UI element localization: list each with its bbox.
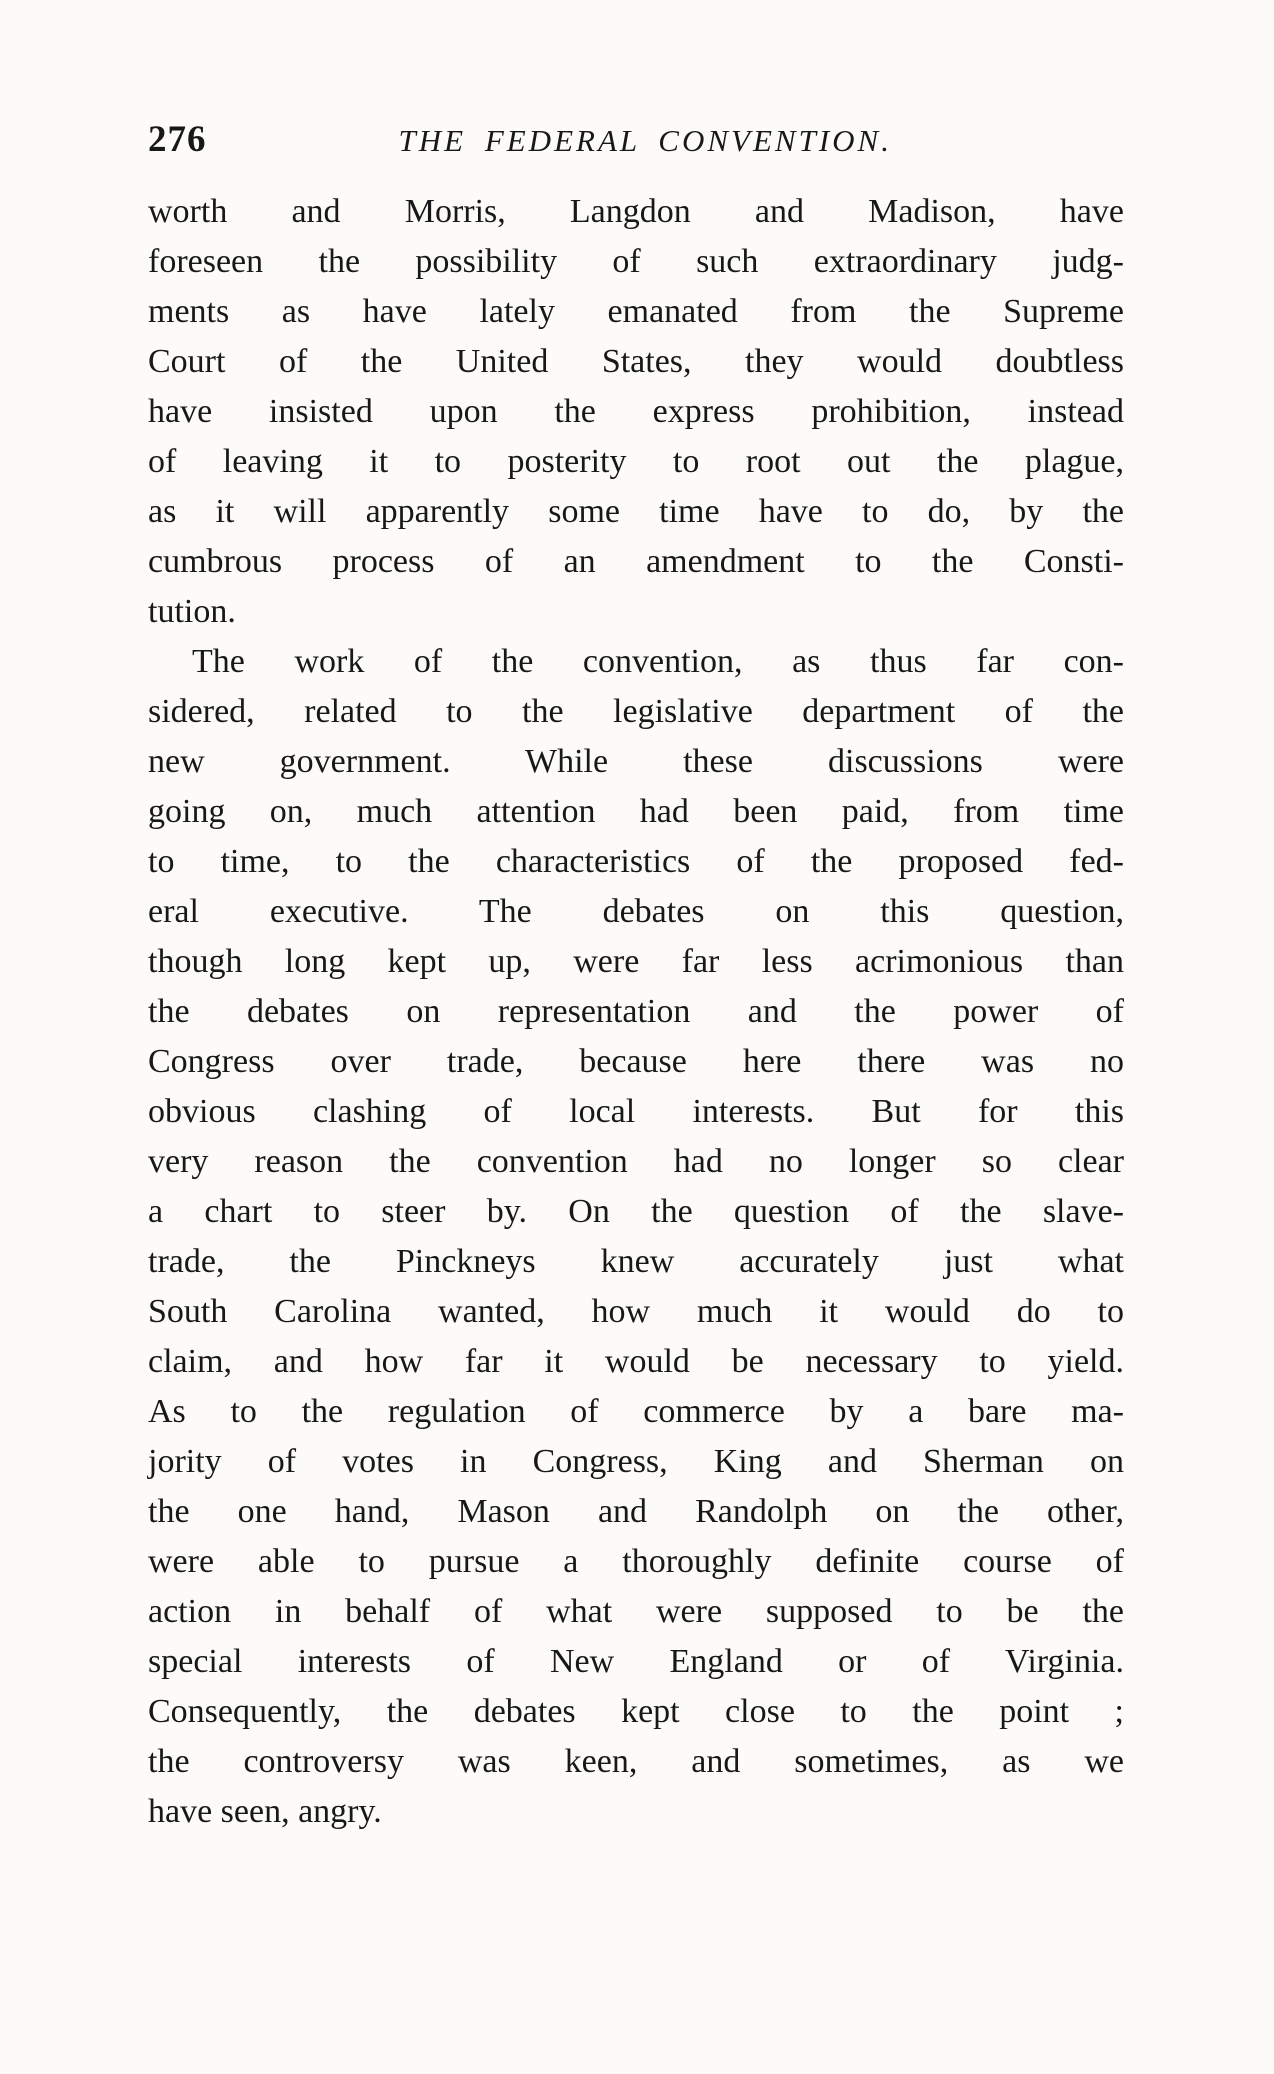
text-line: of leaving it to posterity to root out the plague, — [148, 443, 1124, 480]
text-line: have insisted upon the express prohibition, instead — [148, 393, 1124, 430]
text-line: Congress over trade, because here there was no — [148, 1043, 1124, 1080]
text-line: action in behalf of what were supposed to be the — [148, 1593, 1124, 1630]
text-line: trade, the Pinckneys knew accurately just what — [148, 1243, 1124, 1280]
text-line: claim, and how far it would be necessary to yield. — [148, 1343, 1124, 1380]
text-line: Court of the United States, they would doubtless — [148, 343, 1124, 380]
text-line: though long kept up, were far less acrimonious than — [148, 943, 1124, 980]
text-line: sidered, related to the legislative department of the — [148, 693, 1124, 730]
text-line: obvious clashing of local interests. But for this — [148, 1093, 1124, 1130]
text-line: foreseen the possibility of such extraordinary judg- — [148, 243, 1124, 280]
text-line: a chart to steer by. On the question of the slave- — [148, 1193, 1124, 1230]
text-line: worth and Morris, Langdon and Madison, have — [148, 193, 1124, 230]
text-line: the debates on representation and the power of — [148, 993, 1124, 1030]
text-line: As to the regulation of commerce by a bare ma- — [148, 1393, 1124, 1430]
text-line: the one hand, Mason and Randolph on the other, — [148, 1493, 1124, 1530]
running-head: THE FEDERAL CONVENTION. — [398, 123, 892, 158]
text-line: tution. — [148, 593, 236, 630]
page-number: 276 — [148, 119, 207, 160]
page-header — [0, 0, 1274, 161]
text-line: going on, much attention had been paid, from time — [148, 793, 1124, 830]
text-line: have seen, angry. — [148, 1793, 382, 1830]
text-line: Consequently, the debates kept close to the point ; — [148, 1693, 1124, 1730]
text-line: jority of votes in Congress, King and Sherman on — [148, 1443, 1124, 1480]
text-line: as it will apparently some time have to do, by the — [148, 493, 1124, 530]
text-line: very reason the convention had no longer so clear — [148, 1143, 1124, 1180]
text-block — [148, 187, 1124, 1837]
text-line: The work of the convention, as thus far con- — [192, 643, 1124, 680]
text-line: ments as have lately emanated from the Supreme — [148, 293, 1124, 330]
text-line: South Carolina wanted, how much it would do to — [148, 1293, 1124, 1330]
text-line: eral executive. The debates on this question, — [148, 893, 1124, 930]
text-line: special interests of New England or of Virginia. — [148, 1643, 1124, 1680]
text-line: the controversy was keen, and sometimes, as we — [148, 1743, 1124, 1780]
text-line: to time, to the characteristics of the proposed fed- — [148, 843, 1124, 880]
text-line: cumbrous process of an amendment to the Consti- — [148, 543, 1124, 580]
paragraph — [148, 637, 1124, 1837]
text-line: new government. While these discussions were — [148, 743, 1124, 780]
text-line: were able to pursue a thoroughly definite course of — [148, 1543, 1124, 1580]
paragraph — [148, 187, 1124, 637]
